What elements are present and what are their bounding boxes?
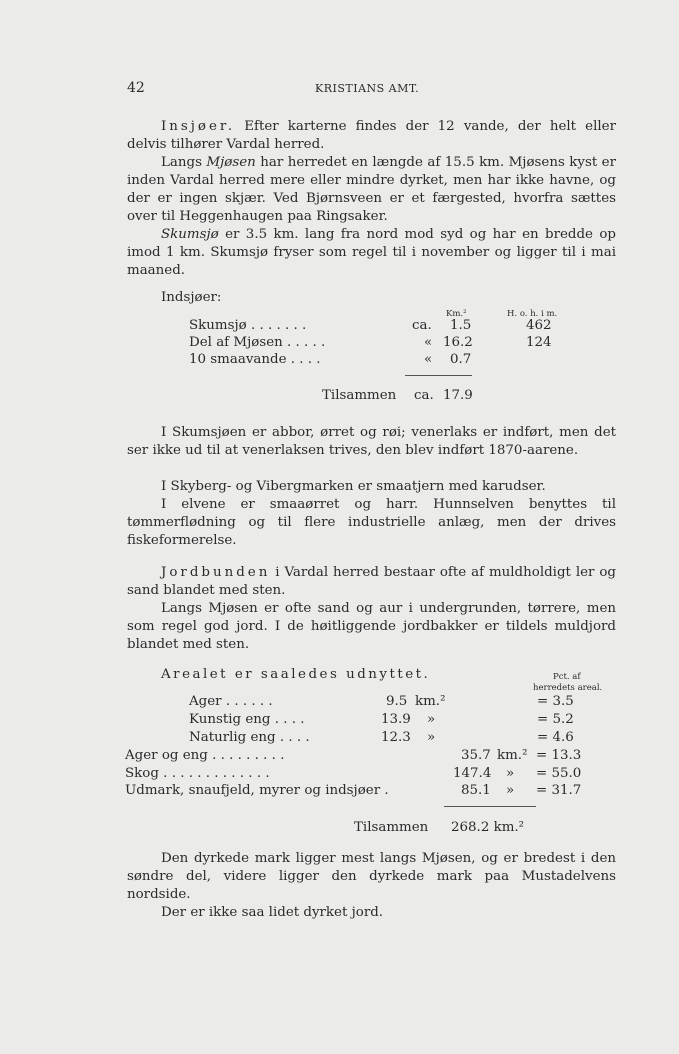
lake-prefix: « (424, 352, 433, 367)
lake-prefix: « (424, 335, 433, 350)
lake-name: Del af Mjøsen . . . . . (189, 335, 326, 350)
lakes-col-height: H. o. h. i m. (507, 309, 558, 319)
lake-prefix: ca. (412, 318, 432, 333)
p2-a: Langs (161, 155, 207, 170)
paragraph-undergrund (127, 600, 616, 654)
area-value: 13.9 (381, 712, 411, 727)
p6-text: I elvene er smaaørret og harr. Hunnselven benyttes til tømmerflødning og til flere industrielle anlæg, men der drives fiskeformerelse. (127, 497, 616, 548)
lake-name: Skumsjø . . . . . . . (189, 318, 307, 333)
area-pct: = 5.2 (537, 712, 574, 727)
p1-text: Efter karterne findes der 12 vande, der helt eller delvis tilhører Vardal herred. (127, 119, 616, 152)
area-value: 85.1 (461, 783, 491, 798)
lakes-total-prefix: ca. (414, 388, 434, 403)
p9-text: Den dyrkede mark ligger mest langs Mjøsen, og er bredest i den søndre del, videre ligger den dyrkede mark paa Mustadelvens nordside. (127, 851, 616, 902)
area-value: 12.3 (381, 730, 411, 745)
lead-insjoer: Insjøer. (161, 119, 236, 134)
area-pct: = 13.3 (536, 748, 582, 763)
area-total-label: Tilsammen (354, 820, 429, 835)
area-label: Ager og eng . . . . . . . . . (125, 748, 285, 763)
lake-height: 124 (526, 335, 552, 350)
area-pct: = 3.5 (537, 694, 574, 709)
area-pct-head-2: herredets areal. (533, 683, 603, 693)
lead-jordbunden: Jordbunden (161, 565, 271, 580)
area-value: 9.5 (386, 694, 408, 709)
paragraph-dyrket-jord (127, 904, 616, 922)
area-unit: » (427, 712, 436, 727)
area-value: 147.4 (453, 766, 492, 781)
lakes-col-km: Km.² (446, 309, 467, 319)
lake-height: 462 (526, 318, 552, 333)
area-pct: = 55.0 (536, 766, 582, 781)
p4-text: I Skumsjøen er abbor, ørret og røi; venerlaks er indført, men det ser ikke ud til at venerlaksen trives, den blev indført 1870-aarene. (127, 425, 616, 458)
lake-km: 16.2 (443, 335, 473, 350)
area-unit: » (506, 766, 515, 781)
paragraph-mjosen (127, 154, 616, 226)
area-unit: km.² (497, 748, 528, 763)
running-title: KRISTIANS AMT. (315, 82, 420, 95)
paragraph-elvene (127, 496, 616, 550)
area-label: Naturlig eng . . . . (189, 730, 310, 745)
page-number: 42 (127, 80, 145, 96)
area-pct: = 4.6 (537, 730, 574, 745)
lake-km: 0.7 (450, 352, 472, 367)
area-pct: = 31.7 (536, 783, 582, 798)
area-label: Kunstig eng . . . . (189, 712, 305, 727)
area-heading: Arealet er saaledes udnyttet. (161, 667, 431, 682)
p5-text: I Skyberg- og Vibergmarken er smaatjern med karudser. (161, 479, 546, 494)
area-label: Skog . . . . . . . . . . . . . (125, 766, 270, 781)
area-unit: km.² (415, 694, 446, 709)
p3-skumsjo: Skumsjø (161, 227, 219, 242)
paragraph-dyrket-mark (127, 850, 616, 904)
paragraph-smaatjern (127, 478, 616, 496)
paragraph-jordbunden (127, 564, 616, 600)
p10-text: Der er ikke saa lidet dyrket jord. (161, 905, 384, 920)
sum-rule (405, 375, 472, 376)
area-value: 35.7 (461, 748, 491, 763)
paragraph-skumsjo (127, 226, 616, 280)
p8-text: Langs Mjøsen er ofte sand og aur i undergrunden, tørrere, men som regel god jord. I de høitliggende jordbakker er tildels muldjord blandet med sten. (127, 601, 616, 652)
area-sum-rule (444, 806, 536, 807)
area-unit: » (506, 783, 515, 798)
paragraph-fish (127, 424, 616, 460)
p2-mjosen: Mjøsen (206, 155, 256, 170)
area-label: Ager . . . . . . (189, 694, 273, 709)
area-label: Udmark, snaufjeld, myrer og indsjøer . (125, 783, 389, 798)
lake-km: 1.5 (450, 318, 472, 333)
p2-c: har herredet en længde af 15.5 km. Mjøsens kyst er inden Vardal herred mere eller mindre dyrket, men har ikke havne, og der er ingen skjær. Ved Bjørnsveen er et færgested, hvorfra sættes over til Heggenhaugen paa Ringsaker. (127, 155, 617, 224)
paragraph-insjoer (127, 118, 616, 154)
lakes-total-label: Tilsammen (322, 388, 397, 403)
lake-name: 10 smaavande . . . . (189, 352, 321, 367)
area-total-value: 268.2 km.² (451, 820, 525, 835)
area-unit: » (427, 730, 436, 745)
p7-text: i Vardal herred bestaar ofte af muldholdigt ler og sand blandet med sten. (127, 565, 616, 598)
lakes-heading: Indsjøer: (161, 290, 222, 305)
area-pct-head-1: Pct. af (553, 672, 581, 682)
lakes-total-value: 17.9 (443, 388, 473, 403)
p3-b: er 3.5 km. lang fra nord mod syd og har en bredde op imod 1 km. Skumsjø fryser som regel til i november og ligger til i mai maaned. (127, 227, 616, 278)
